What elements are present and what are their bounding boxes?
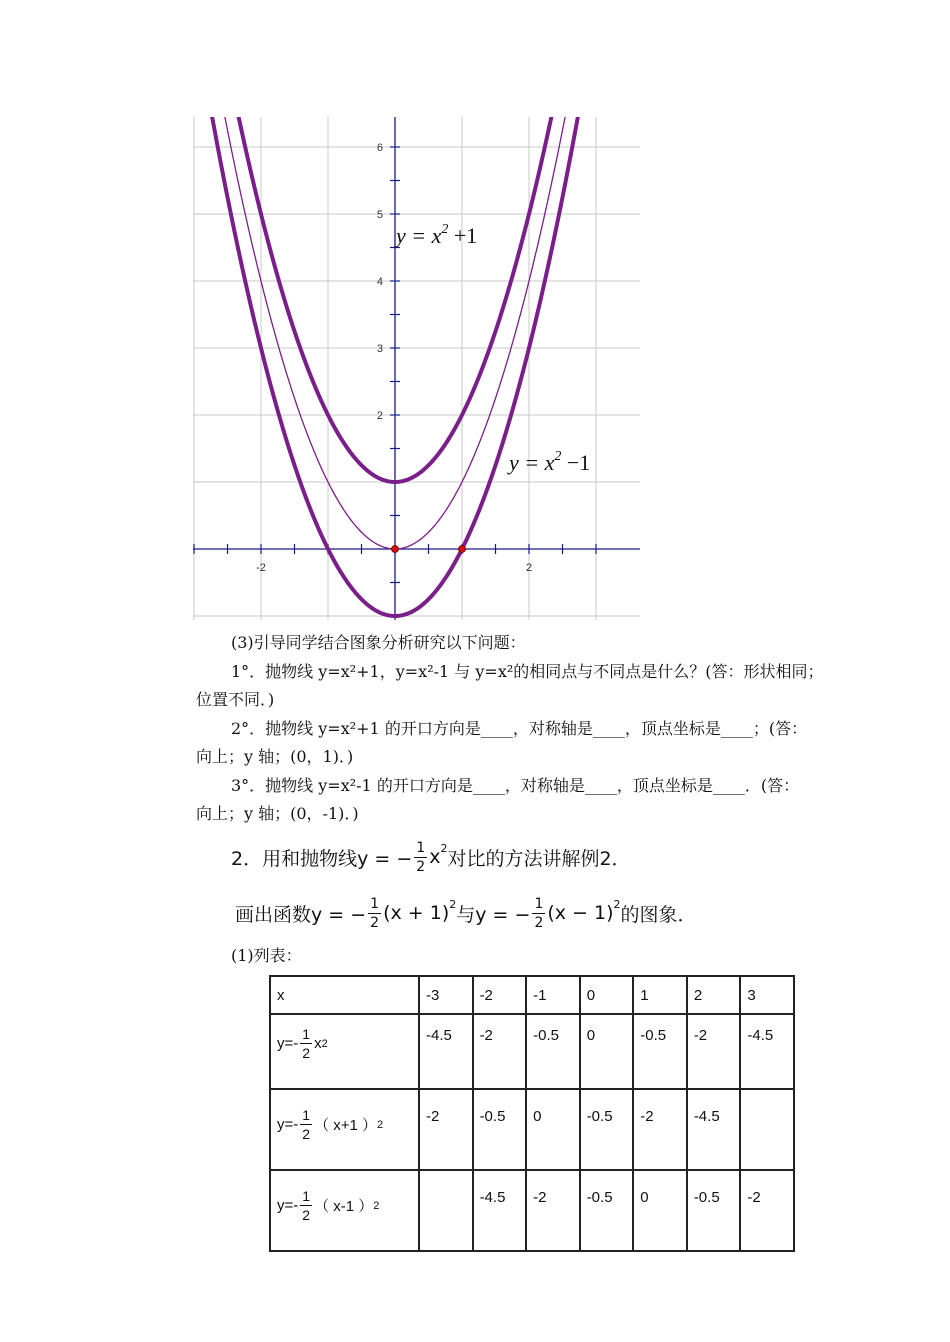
task-exponent-2: 2 bbox=[613, 898, 621, 911]
table-row-label bbox=[270, 1170, 419, 1251]
row-label-prefix: y=- bbox=[277, 1035, 299, 1052]
table-row-label bbox=[270, 1014, 419, 1089]
fraction-denominator: 2 bbox=[302, 1207, 311, 1223]
row-label-prefix: y=- bbox=[277, 1197, 299, 1214]
table-row-label bbox=[270, 1089, 419, 1170]
heading-exponent: 2 bbox=[440, 842, 448, 855]
table-cell: -2 bbox=[740, 1170, 794, 1251]
task-heading bbox=[235, 888, 697, 938]
table-header-label: x bbox=[270, 976, 419, 1014]
question-2-line-1: 2°．抛物线 y=x²+1 的开口方向是____，对称轴是____，顶点坐标是____；(答： bbox=[231, 719, 808, 738]
parabola-graph bbox=[193, 117, 640, 620]
fraction-numerator: 1 bbox=[302, 1026, 311, 1042]
heading-prefix: 2．用和抛物线y = − bbox=[231, 847, 413, 870]
question-1-line-1: 1°．抛物线 y=x²+1，y=x²-1 与 y=x²的相同点与不同点是什么？(答：形状相同； bbox=[231, 662, 824, 681]
table-row bbox=[270, 1170, 794, 1251]
y-tick-label: 4 bbox=[376, 276, 383, 288]
y-tick-label: 6 bbox=[376, 142, 383, 154]
highlight-point bbox=[392, 546, 399, 553]
example-heading bbox=[231, 832, 631, 882]
table-cell: -2 bbox=[687, 1014, 741, 1089]
fraction-denominator: 2 bbox=[416, 858, 426, 875]
fraction-numerator: 1 bbox=[416, 839, 426, 856]
table-cell: -2 bbox=[633, 1089, 687, 1170]
question-3-line-2: 向上；y 轴；(0，-1)．) bbox=[196, 804, 359, 823]
table-header-cell: 1 bbox=[633, 976, 687, 1014]
table-cell: -2 bbox=[419, 1089, 473, 1170]
parabola-curve bbox=[193, 117, 628, 482]
fraction-denominator: 2 bbox=[302, 1045, 311, 1061]
task-exponent-1: 2 bbox=[449, 898, 457, 911]
fraction-one-half bbox=[300, 1189, 312, 1222]
table-cell: -0.5 bbox=[633, 1014, 687, 1089]
heading-suffix: 对比的方法讲解例2． bbox=[447, 847, 631, 870]
list-label: (1)列表： bbox=[231, 946, 302, 965]
fraction-denominator: 2 bbox=[534, 914, 544, 931]
task-connector: 与y = − bbox=[456, 903, 531, 926]
table-header-cell: -1 bbox=[526, 976, 580, 1014]
table-header-cell: 2 bbox=[687, 976, 741, 1014]
table-cell: -0.5 bbox=[473, 1089, 527, 1170]
equation-label-minus-one: $y = x^2 -1$ bbox=[509, 449, 591, 475]
table-cell: -2 bbox=[473, 1014, 527, 1089]
question-3-line-1: 3°．抛物线 y=x²-1 的开口方向是____，对称轴是____，顶点坐标是____．(答： bbox=[231, 776, 800, 795]
table-header-cell: 3 bbox=[740, 976, 794, 1014]
row-label-suffix: （ x+1 ） bbox=[314, 1117, 377, 1134]
fraction-denominator: 2 bbox=[370, 914, 380, 931]
x-tick-label: -2 bbox=[256, 562, 266, 574]
fraction-one-half bbox=[300, 1027, 312, 1060]
table-header-cell: -3 bbox=[419, 976, 473, 1014]
table-cell: -0.5 bbox=[526, 1014, 580, 1089]
y-tick-label: 2 bbox=[376, 410, 383, 422]
table-header-row bbox=[270, 976, 794, 1014]
table-cell: -4.5 bbox=[473, 1170, 527, 1251]
table-cell: -4.5 bbox=[740, 1014, 794, 1089]
fraction-numerator: 1 bbox=[370, 895, 380, 912]
value-table bbox=[269, 975, 795, 1252]
row-label-suffix: x bbox=[314, 1035, 322, 1052]
highlight-point bbox=[459, 546, 466, 553]
row-label-exponent: 2 bbox=[377, 1118, 384, 1131]
table-row bbox=[270, 1089, 794, 1170]
table-cell: 0 bbox=[526, 1089, 580, 1170]
fraction-one-half bbox=[300, 1108, 312, 1141]
x-tick-label: 2 bbox=[525, 562, 533, 574]
fraction-one-half bbox=[414, 841, 427, 874]
question-intro: (3)引导同学结合图象分析研究以下问题： bbox=[231, 633, 526, 652]
table-cell bbox=[740, 1089, 794, 1170]
heading-variable: x bbox=[429, 846, 441, 868]
table-cell: -0.5 bbox=[580, 1089, 634, 1170]
table-header-cell: -2 bbox=[473, 976, 527, 1014]
equation-label-plus-one: $y = x^2 +1$ bbox=[396, 222, 478, 248]
table-cell: -4.5 bbox=[419, 1014, 473, 1089]
fraction-numerator: 1 bbox=[534, 895, 544, 912]
fraction-numerator: 1 bbox=[302, 1107, 311, 1123]
row-label-prefix: y=- bbox=[277, 1116, 299, 1133]
table-cell bbox=[419, 1170, 473, 1251]
fraction-denominator: 2 bbox=[302, 1126, 311, 1142]
fraction-one-half bbox=[532, 897, 545, 930]
table-cell: 0 bbox=[633, 1170, 687, 1251]
y-tick-label: 5 bbox=[376, 209, 383, 221]
question-1-line-2: 位置不同．) bbox=[196, 690, 275, 709]
fraction-one-half bbox=[368, 897, 381, 930]
table-cell: 0 bbox=[580, 1014, 634, 1089]
table-cell: -0.5 bbox=[687, 1170, 741, 1251]
table-header-cell: 0 bbox=[580, 976, 634, 1014]
row-label-exponent: 2 bbox=[373, 1199, 380, 1212]
y-tick-label: 3 bbox=[376, 343, 383, 355]
table-cell: -0.5 bbox=[580, 1170, 634, 1251]
task-expression-1: (x + 1) bbox=[383, 902, 450, 924]
row-label-exponent: 2 bbox=[321, 1037, 328, 1050]
task-prefix: 画出函数y = − bbox=[235, 903, 367, 926]
table-cell: -4.5 bbox=[687, 1089, 741, 1170]
table-cell: -2 bbox=[526, 1170, 580, 1251]
fraction-numerator: 1 bbox=[302, 1188, 311, 1204]
task-expression-2: (x − 1) bbox=[547, 902, 614, 924]
parabola-curve bbox=[193, 117, 628, 616]
task-suffix: 的图象． bbox=[620, 903, 697, 926]
row-label-suffix: （ x-1 ） bbox=[314, 1198, 374, 1215]
table-row bbox=[270, 1014, 794, 1089]
question-2-line-2: 向上；y 轴；(0，1)．) bbox=[196, 747, 354, 766]
